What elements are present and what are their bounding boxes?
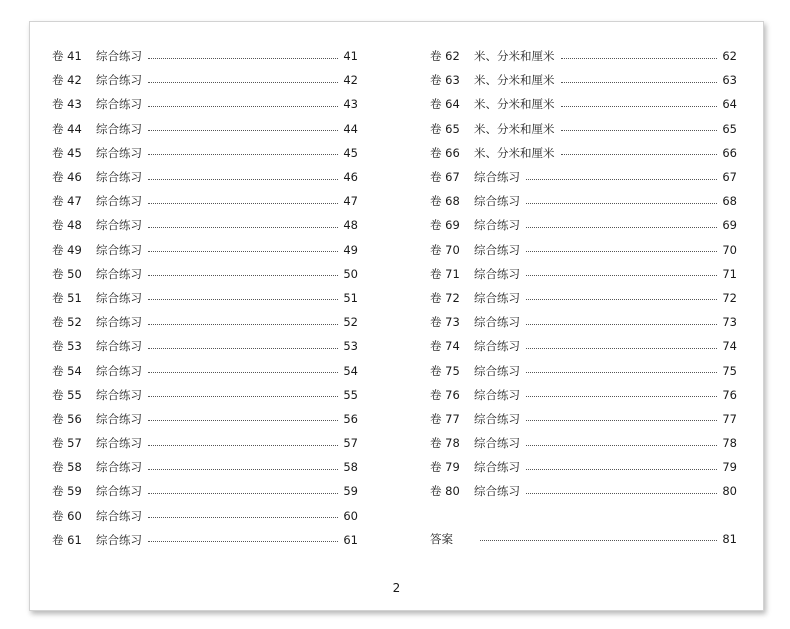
entry-page-number: 54 bbox=[343, 363, 358, 378]
dot-leader bbox=[561, 81, 718, 83]
volume-number: 卷 58 bbox=[52, 460, 82, 475]
toc-entry[interactable] bbox=[52, 407, 358, 431]
entry-page-number: 57 bbox=[343, 436, 358, 451]
entry-page-number: 79 bbox=[722, 460, 737, 475]
volume-number: 卷 51 bbox=[52, 290, 82, 305]
volume-number: 卷 55 bbox=[52, 387, 82, 402]
dot-leader bbox=[561, 153, 718, 155]
dot-leader bbox=[148, 395, 338, 397]
entry-title: 综合练习 bbox=[96, 49, 142, 64]
dot-leader bbox=[148, 105, 338, 107]
entry-title: 综合练习 bbox=[474, 387, 520, 402]
entry-page-number: 60 bbox=[343, 508, 358, 523]
entry-title: 米、分米和厘米 bbox=[474, 121, 555, 136]
dot-leader bbox=[148, 468, 338, 470]
dot-leader bbox=[148, 129, 338, 131]
toc-entry[interactable] bbox=[430, 310, 737, 334]
toc-entry[interactable] bbox=[430, 141, 737, 165]
volume-number: 卷 44 bbox=[52, 121, 82, 136]
toc-entry[interactable] bbox=[430, 358, 737, 382]
entry-page-number: 65 bbox=[722, 121, 737, 136]
document-page bbox=[29, 21, 764, 611]
dot-leader bbox=[526, 226, 717, 228]
answers-page-number: 81 bbox=[722, 531, 737, 546]
volume-number: 卷 77 bbox=[430, 411, 460, 426]
volume-number: 卷 71 bbox=[430, 266, 460, 281]
volume-number: 卷 56 bbox=[52, 411, 82, 426]
entry-title: 综合练习 bbox=[474, 339, 520, 354]
entry-page-number: 64 bbox=[722, 97, 737, 112]
toc-entry[interactable] bbox=[430, 479, 737, 503]
dot-leader bbox=[526, 371, 717, 373]
entry-page-number: 48 bbox=[343, 218, 358, 233]
entry-page-number: 71 bbox=[722, 266, 737, 281]
toc-entry[interactable] bbox=[430, 455, 737, 479]
entry-title: 综合练习 bbox=[96, 145, 142, 160]
entry-title: 米、分米和厘米 bbox=[474, 145, 555, 160]
toc-entry[interactable] bbox=[430, 117, 737, 141]
entry-page-number: 58 bbox=[343, 460, 358, 475]
dot-leader bbox=[526, 202, 717, 204]
entry-title: 米、分米和厘米 bbox=[474, 49, 555, 64]
entry-title: 综合练习 bbox=[96, 121, 142, 136]
entry-title: 综合练习 bbox=[474, 242, 520, 257]
entry-title: 综合练习 bbox=[96, 436, 142, 451]
entry-page-number: 53 bbox=[343, 339, 358, 354]
volume-number: 卷 46 bbox=[52, 170, 82, 185]
toc-entry[interactable] bbox=[52, 189, 358, 213]
volume-number: 卷 54 bbox=[52, 363, 82, 378]
dot-leader bbox=[148, 153, 338, 155]
volume-number: 卷 43 bbox=[52, 97, 82, 112]
volume-number: 卷 63 bbox=[430, 73, 460, 88]
toc-entry[interactable] bbox=[52, 383, 358, 407]
volume-number: 卷 68 bbox=[430, 194, 460, 209]
entry-title: 综合练习 bbox=[474, 218, 520, 233]
toc-entry[interactable] bbox=[430, 165, 737, 189]
toc-column-left bbox=[52, 44, 358, 552]
page-number: 2 bbox=[392, 581, 401, 595]
entry-title: 综合练习 bbox=[96, 411, 142, 426]
dot-leader bbox=[148, 419, 338, 421]
dot-leader bbox=[526, 419, 717, 421]
toc-entry[interactable] bbox=[52, 286, 358, 310]
volume-number: 卷 61 bbox=[52, 532, 82, 547]
volume-number: 卷 62 bbox=[430, 49, 460, 64]
dot-leader bbox=[148, 298, 338, 300]
entry-title: 综合练习 bbox=[96, 532, 142, 547]
entry-page-number: 41 bbox=[343, 49, 358, 64]
toc-entry[interactable] bbox=[52, 528, 358, 552]
entry-page-number: 59 bbox=[343, 484, 358, 499]
volume-number: 卷 49 bbox=[52, 242, 82, 257]
toc-entry[interactable] bbox=[430, 92, 737, 116]
entry-page-number: 75 bbox=[722, 363, 737, 378]
dot-leader bbox=[526, 250, 717, 252]
toc-entry[interactable] bbox=[52, 455, 358, 479]
volume-number: 卷 79 bbox=[430, 460, 460, 475]
entry-page-number: 52 bbox=[343, 315, 358, 330]
toc-entry[interactable] bbox=[52, 213, 358, 237]
volume-number: 卷 67 bbox=[430, 170, 460, 185]
entry-page-number: 42 bbox=[343, 73, 358, 88]
entry-page-number: 69 bbox=[722, 218, 737, 233]
dot-leader bbox=[148, 202, 338, 204]
volume-number: 卷 50 bbox=[52, 266, 82, 281]
dot-leader bbox=[526, 492, 717, 494]
answers-label: 答案 bbox=[430, 531, 453, 546]
entry-title: 综合练习 bbox=[474, 460, 520, 475]
entry-page-number: 56 bbox=[343, 411, 358, 426]
entry-page-number: 62 bbox=[722, 49, 737, 64]
volume-number: 卷 42 bbox=[52, 73, 82, 88]
entry-title: 综合练习 bbox=[96, 290, 142, 305]
volume-number: 卷 57 bbox=[52, 436, 82, 451]
volume-number: 卷 48 bbox=[52, 218, 82, 233]
toc-entry[interactable] bbox=[52, 358, 358, 382]
dot-leader bbox=[148, 492, 338, 494]
entry-title: 综合练习 bbox=[96, 387, 142, 402]
toc-entry[interactable] bbox=[52, 68, 358, 92]
entry-page-number: 43 bbox=[343, 97, 358, 112]
entry-title: 综合练习 bbox=[474, 194, 520, 209]
entry-title: 综合练习 bbox=[96, 484, 142, 499]
toc-entry[interactable] bbox=[52, 117, 358, 141]
toc-entry[interactable] bbox=[52, 165, 358, 189]
entry-title: 综合练习 bbox=[474, 315, 520, 330]
entry-page-number: 66 bbox=[722, 145, 737, 160]
dot-leader bbox=[148, 371, 338, 373]
entry-title: 综合练习 bbox=[96, 315, 142, 330]
dot-leader bbox=[148, 178, 338, 180]
toc-entry[interactable] bbox=[430, 286, 737, 310]
volume-number: 卷 65 bbox=[430, 121, 460, 136]
dot-leader bbox=[148, 444, 338, 446]
entry-page-number: 77 bbox=[722, 411, 737, 426]
volume-number: 卷 60 bbox=[52, 508, 82, 523]
toc-entry[interactable] bbox=[430, 44, 737, 68]
volume-number: 卷 47 bbox=[52, 194, 82, 209]
entry-title: 综合练习 bbox=[96, 73, 142, 88]
entry-page-number: 73 bbox=[722, 315, 737, 330]
entry-page-number: 47 bbox=[343, 194, 358, 209]
entry-title: 综合练习 bbox=[96, 97, 142, 112]
dot-leader bbox=[526, 444, 717, 446]
toc-entry[interactable] bbox=[52, 504, 358, 528]
dot-leader bbox=[526, 274, 717, 276]
volume-number: 卷 75 bbox=[430, 363, 460, 378]
dot-leader bbox=[148, 540, 338, 542]
toc-entry[interactable] bbox=[52, 141, 358, 165]
toc-entry[interactable] bbox=[52, 238, 358, 262]
entry-page-number: 46 bbox=[343, 170, 358, 185]
entry-title: 综合练习 bbox=[96, 460, 142, 475]
toc-entry[interactable] bbox=[430, 407, 737, 431]
dot-leader bbox=[526, 347, 717, 349]
entry-page-number: 72 bbox=[722, 290, 737, 305]
toc-entry[interactable] bbox=[52, 431, 358, 455]
entry-page-number: 63 bbox=[722, 73, 737, 88]
volume-number: 卷 59 bbox=[52, 484, 82, 499]
volume-number: 卷 70 bbox=[430, 242, 460, 257]
entry-title: 综合练习 bbox=[96, 170, 142, 185]
entry-title: 综合练习 bbox=[96, 194, 142, 209]
toc-entry[interactable] bbox=[430, 334, 737, 358]
entry-title: 综合练习 bbox=[96, 242, 142, 257]
volume-number: 卷 80 bbox=[430, 484, 460, 499]
volume-number: 卷 74 bbox=[430, 339, 460, 354]
toc-entry[interactable] bbox=[52, 262, 358, 286]
dot-leader bbox=[526, 468, 717, 470]
entry-title: 综合练习 bbox=[474, 266, 520, 281]
toc-entry[interactable] bbox=[430, 189, 737, 213]
toc-entry[interactable] bbox=[52, 479, 358, 503]
entry-page-number: 49 bbox=[343, 242, 358, 257]
entry-page-number: 50 bbox=[343, 266, 358, 281]
dot-leader bbox=[526, 298, 717, 300]
volume-number: 卷 66 bbox=[430, 145, 460, 160]
dot-leader bbox=[148, 516, 338, 518]
entry-title: 综合练习 bbox=[474, 411, 520, 426]
dot-leader bbox=[526, 395, 717, 397]
entry-title: 综合练习 bbox=[96, 508, 142, 523]
toc-entry[interactable] bbox=[52, 334, 358, 358]
toc-entry[interactable] bbox=[430, 68, 737, 92]
toc-entries-right bbox=[430, 44, 737, 504]
entry-title: 综合练习 bbox=[96, 363, 142, 378]
entry-page-number: 44 bbox=[343, 121, 358, 136]
volume-number: 卷 78 bbox=[430, 436, 460, 451]
entry-title: 综合练习 bbox=[96, 218, 142, 233]
entry-title: 综合练习 bbox=[474, 484, 520, 499]
dot-leader bbox=[148, 57, 338, 59]
toc-entry[interactable] bbox=[430, 262, 737, 286]
entry-page-number: 51 bbox=[343, 290, 358, 305]
entry-page-number: 80 bbox=[722, 484, 737, 499]
toc-entry[interactable] bbox=[430, 383, 737, 407]
volume-number: 卷 76 bbox=[430, 387, 460, 402]
entry-title: 米、分米和厘米 bbox=[474, 73, 555, 88]
entry-page-number: 78 bbox=[722, 436, 737, 451]
volume-number: 卷 73 bbox=[430, 315, 460, 330]
dot-leader bbox=[561, 57, 718, 59]
entry-page-number: 67 bbox=[722, 170, 737, 185]
volume-number: 卷 45 bbox=[52, 145, 82, 160]
entry-title: 综合练习 bbox=[474, 436, 520, 451]
entry-page-number: 45 bbox=[343, 145, 358, 160]
entry-page-number: 61 bbox=[343, 532, 358, 547]
dot-leader bbox=[148, 347, 338, 349]
toc-entry-answers[interactable] bbox=[430, 527, 737, 551]
toc-entry[interactable] bbox=[430, 431, 737, 455]
entry-page-number: 68 bbox=[722, 194, 737, 209]
dot-leader bbox=[526, 323, 717, 325]
volume-number: 卷 41 bbox=[52, 49, 82, 64]
entry-title: 综合练习 bbox=[474, 170, 520, 185]
entry-title: 综合练习 bbox=[474, 363, 520, 378]
dot-leader bbox=[148, 250, 338, 252]
dot-leader bbox=[526, 178, 717, 180]
dot-leader bbox=[561, 105, 718, 107]
volume-number: 卷 52 bbox=[52, 315, 82, 330]
entry-page-number: 74 bbox=[722, 339, 737, 354]
dot-leader bbox=[148, 274, 338, 276]
entry-page-number: 55 bbox=[343, 387, 358, 402]
toc-column-right bbox=[430, 44, 737, 551]
dot-leader bbox=[561, 129, 718, 131]
entry-title: 综合练习 bbox=[96, 339, 142, 354]
dot-leader bbox=[480, 539, 717, 541]
toc-entry[interactable] bbox=[52, 44, 358, 68]
dot-leader bbox=[148, 81, 338, 83]
toc-entry[interactable] bbox=[52, 310, 358, 334]
entry-title: 综合练习 bbox=[96, 266, 142, 281]
volume-number: 卷 53 bbox=[52, 339, 82, 354]
volume-number: 卷 64 bbox=[430, 97, 460, 112]
toc-entry[interactable] bbox=[430, 238, 737, 262]
volume-number: 卷 69 bbox=[430, 218, 460, 233]
toc-entry[interactable] bbox=[52, 92, 358, 116]
volume-number: 卷 72 bbox=[430, 290, 460, 305]
entry-title: 米、分米和厘米 bbox=[474, 97, 555, 112]
entry-page-number: 76 bbox=[722, 387, 737, 402]
dot-leader bbox=[148, 323, 338, 325]
entry-title: 综合练习 bbox=[474, 290, 520, 305]
toc-entry[interactable] bbox=[430, 213, 737, 237]
dot-leader bbox=[148, 226, 338, 228]
entry-page-number: 70 bbox=[722, 242, 737, 257]
